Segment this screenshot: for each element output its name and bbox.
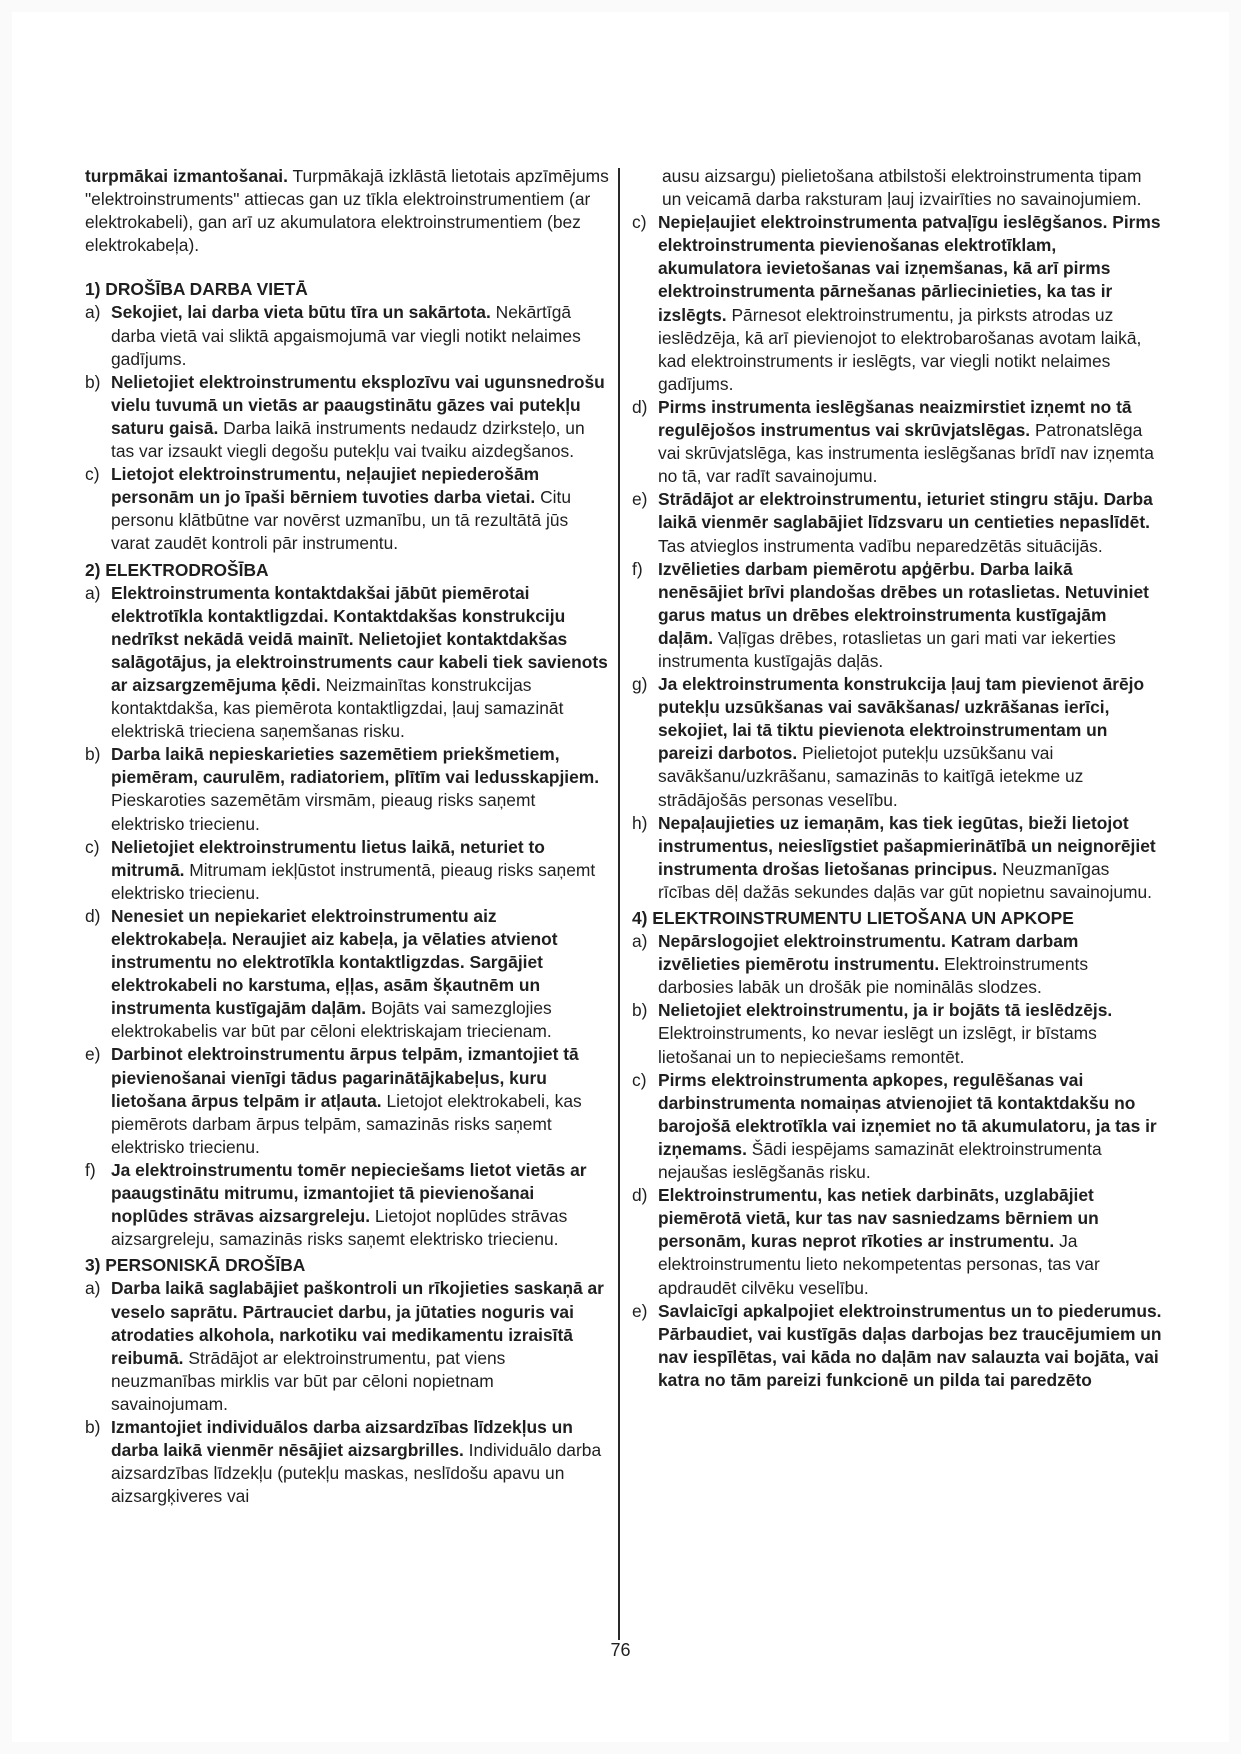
continuation-text: ausu aizsargu) pielietošana atbilstoši elektroinstrumenta tipam un veicamā darba raksturam ļauj izvairīties no savainojumiem. [662,166,1142,210]
intro-text: Turpmākajā izklāstā lietotais apzīmējums "elektroinstruments" attiecas gan uz tīkla elektroinstrumentiem (ar elektrokabeli), gan arī uz akumulatora elektroinstrumentiem (bez elektrokabeļa). [85,166,609,256]
list-item [85,371,610,463]
item-bold: Lietojot elektroinstrumentu, neļaujiet nepiederošām personām un jo īpaši bērniem tuvoties darba vietai. [111,464,540,508]
list-item [85,905,610,1044]
item-bold: Nelietojiet elektroinstrumentu eksplozīvu vai ugunsnedrošu vielu tuvumā un vietās ar paaugstinātu gāzes vai putekļu saturu gaisā. [111,371,605,438]
item-text: Elektroinstruments darbosies labāk un drošāk pie nominālās slodzes. [658,954,1089,998]
item-text: Pieskaroties sazemētām virsmām, pieaug risks saņemt elektrisko triecienu. [111,790,536,834]
item-label: a) [85,582,101,603]
item-bold: Nepieļaujiet elektroinstrumenta patvaļīgu ieslēgšanos. Pirms elektroinstrumenta pievienošanas elektrotīklam, akumulatora ievietošanas vai izņemšanas, kā arī pirms elektroinstrumenta pārnešanas pārliecinieties, ka tas ir izslēgts. [658,212,1161,325]
item-label: b) [85,744,101,765]
list-item [632,396,1162,488]
item-bold: Ja elektroinstrumenta konstrukcija ļauj tam pievienot ārējo putekļu uzsūkšanas vai savākšanas/ uzkrāšanas ierīci, sekojiet, lai tā tiktu pievienota elektroinstrumentam un pareizi darbotos. [658,674,1145,764]
item-bold: Nepaļaujieties uz iemaņām, kas tiek iegūtas, bieži lietojot instrumentus, neieslīgstiet pašapmierinātībā un neignorējiet instrumenta drošas lietošanas principus. [658,812,1156,879]
list-item [85,1043,610,1158]
item-label: a) [85,1278,101,1299]
right-column [632,165,1162,1392]
item-bold: Ja elektroinstrumentu tomēr nepieciešams lietot vietās ar paaugstinātu mitrumu, izmantojiet tā pievienošanai noplūdes strāvas aizsargreleju. [111,1159,587,1227]
item-bold: Elektroinstrumentu, kas netiek darbināts, uzglabājiet piemērotā vietā, kur tas nav sasniedzams bērniem un personām, kuras neprot rīkoties ar instrumentu. [658,1185,1099,1252]
list-item [85,743,610,835]
item-label: b) [85,371,101,392]
item-bold: Pirms elektroinstrumenta apkopes, regulēšanas vai darbinstrumenta nomaiņas atvienojiet tā kontaktdakšu no barojošā elektrotīkla vai izņemiet no tā akumulatoru, ja tas ir izņemams. [658,1069,1157,1159]
item-bold: Izvēlieties darbam piemērotu apģērbu. Darba laikā nenēsājiet brīvi plandošas drēbes un rotaslietas. Netuviniet garus matus un drēbes elektroinstrumenta kustīgajām daļām. [658,558,1149,648]
item-bold: Elektroinstrumenta kontaktdakšai jābūt piemērotai elektrotīkla kontaktligzdai. Kontaktdakšas konstrukciju nedrīkst nekādā veidā mainīt. Nelietojiet kontaktdakšas salāgotājus, ja elektroinstruments caur kabeli tiek savienots ar aizsargzemējuma ķēdi. [111,582,608,695]
list-item [632,211,1162,396]
item-label: a) [85,302,101,323]
list-item [632,558,1162,673]
item-label: c) [632,212,647,233]
item-label: c) [85,836,100,857]
item-label: e) [632,1300,648,1321]
section-heading: 2) ELEKTRODROŠĪBA [85,559,269,580]
item-label: c) [632,1069,647,1090]
item-bold: Sekojiet, lai darba vieta būtu tīra un sakārtota. [111,302,491,323]
section-heading: 4) ELEKTROINSTRUMENTU LIETOŠANA UN APKOPE [632,908,1074,928]
item-bold: Izmantojiet individuālos darba aizsardzības līdzekļus un darba laikā vienmēr nēsājiet aizsargbrilles. [111,1416,573,1461]
section-3 [85,1254,610,1508]
intro-bold: turpmākai izmantošanai. [85,166,288,186]
list-item [85,1416,610,1508]
item-text: Nekārtīgā darba vietā vai sliktā apgaismojumā var viegli notikt nelaimes gadījums. [111,302,581,369]
section-2 [85,559,610,1252]
item-label: b) [85,1416,101,1437]
item-text: Lietojot elektrokabeli, kas piemērots darbam ārpus telpām, samazinās risks saņemt elektrisko triecienu. [111,1090,582,1157]
item-label: e) [632,489,648,510]
list-item [632,1069,1162,1184]
item-bold: Nelietojiet elektroinstrumentu lietus laikā, neturiet to mitrumā. [111,836,545,880]
item-label: b) [632,1000,648,1021]
item-bold: Pirms instrumenta ieslēgšanas neaizmirstiet izņemt no tā regulējošos instrumentus vai skrūvjatslēgas. [658,396,1132,441]
item-bold: Nelietojiet elektroinstrumentu, ja ir bojāts tā ieslēdzējs. [658,1000,1113,1021]
item-text: Darba laikā instruments nedaudz dzirksteļo, un tas var izsaukt viegli degošu putekļu vai tvaiku aizdegšanos. [111,417,585,462]
item-text: Pārnesot elektroinstrumentu, ja pirksts atrodas uz ieslēdzēja, kā arī pievienojot to elektrobarošanas avotam laikā, kad elektroinstruments ir ieslēgts, var viegli notikt nelaimes gadījums. [658,304,1142,394]
list-item [85,582,610,744]
item-text: Mitrumam iekļūstot instrumentā, pieaug risks saņemt elektrisko triecienu. [111,859,596,903]
item-text: Individuālo darba aizsardzības līdzekļu (putekļu maskas, neslīdošu apavu un aizsargķiveres vai [111,1440,602,1507]
item-label: h) [632,812,648,833]
item-bold: Darba laikā saglabājiet paškontroli un rīkojieties saskaņā ar veselo saprātu. Pārtrauciet darbu, ja jūtaties noguris vai atrodaties alkohola, narkotiku vai medikamentu izraisītā reibumā. [111,1278,604,1368]
item-bold: Nenesiet un nepiekariet elektroinstrumentu aiz elektrokabeļa. Neraujiet aiz kabeļa, ja vēlaties atvienot instrumentu no elektrotīkla kontaktligzdas. Sargājiet elektrokabeli no karstuma, eļļas, asām šķautnēm un instrumenta kustīgajām daļām. [111,905,558,1019]
list-item [85,301,610,370]
item-label: a) [632,931,648,952]
column-divider [618,168,620,1640]
section-heading: 1) DROŠĪBA DARBA VIETĀ [85,279,308,300]
item-label: g) [632,674,648,695]
item-text: Lietojot noplūdes strāvas aizsargreleju, samazinās risks saņemt elektrisko triecienu. [111,1206,568,1250]
list-item [85,463,610,555]
item-bold: Savlaicīgi apkalpojiet elektroinstrumentus un to piederumus. Pārbaudiet, vai kustīgās daļas darbojas bez traucējumiem un nav iespīlētas, vai kāda no daļām nav salauzta vai bojāta, vai katra no tām pareizi funkcionē un pilda tai paredzēto [658,1300,1162,1390]
item-text: Vaļīgas drēbes, rotaslietas un gari mati var iekerties instrumenta kustīgajās daļās. [658,627,1116,671]
list-item [85,1277,610,1416]
item-bold: Strādājot ar elektroinstrumentu, ieturiet stingru stāju. Darba laikā vienmēr saglabājiet līdzsvaru un centieties nepaslīdēt. [658,489,1153,533]
item-label: f) [632,558,643,579]
item-label: f) [85,1159,96,1180]
list-item [85,836,610,905]
item-text: Bojāts vai samezglojies elektrokabelis var būt par cēloni elektriskajam triecienam. [111,998,552,1042]
item-label: d) [632,1185,648,1206]
page-number: 76 [610,1640,631,1660]
item-text: Citu personu klātbūtne var novērst uzmanību, un tā rezultātā jūs varat zaudēt kontroli pār instrumentu. [111,487,572,554]
item-text: Strādājot ar elektroinstrumentu, pat viens neuzmanības mirklis var būt par cēloni nopietnam savainojumam. [111,1347,506,1414]
item-text: Šādi iespējams samazināt elektroinstrumenta nejaušas ieslēgšanās risku. [658,1138,1102,1183]
item-bold: Darbinot elektroinstrumentu ārpus telpām, izmantojiet tā pievienošanai vienīgi tādus pagarinātājkabeļus, kuru lietošana ārpus telpām ir atļauta. [111,1044,579,1111]
list-item [632,488,1162,557]
item-bold: Darba laikā nepieskarieties sazemētiem priekšmetiem, piemēram, caurulēm, radiatoriem, plītīm vai ledusskapjiem. [111,744,600,788]
list-item [632,812,1162,904]
left-column [85,165,610,1508]
list-item [632,1300,1162,1392]
item-text: Pielietojot putekļu uzsūkšanu vai savākšanu/uzkrāšanu, samazinās to kaitīgā ietekme uz strādājošās personas veselību. [658,743,1084,810]
item-text: Neizmainītas konstrukcijas kontaktdakša, kas piemērota kontaktligzdai, ļauj samazināt elektriskā trieciena saņemšanas risku. [111,674,564,742]
item-text: Ja elektroinstrumentu lieto nekompetentas personas, tas var apdraudēt cilvēku veselību. [658,1231,1100,1298]
item-label: e) [85,1044,101,1065]
section-heading: 3) PERSONISKĀ DROŠĪBA [85,1255,306,1276]
list-item [85,1159,610,1251]
item-text: Patronatslēga vai skrūvjatslēga, kas instrumenta ieslēgšanas brīdī nav izņemta no tā, var radīt savainojumu. [658,420,1154,487]
list-item [632,930,1162,999]
list-item [632,673,1162,812]
list-item [632,1184,1162,1299]
intro-paragraph [85,165,610,257]
item-text: Tas atvieglos instrumenta vadību neparedzētās situācijās. [658,535,1103,556]
item-label: c) [85,464,100,485]
item-label: d) [85,905,101,926]
item-bold: Nepārslogojiet elektroinstrumentu. Katram darbam izvēlieties piemērotu instrumentu. [658,931,1079,975]
item-label: d) [632,396,648,417]
list-item [632,999,1162,1068]
section-1 [85,278,610,555]
item-text: Neuzmanīgas rīcības dēļ dažās sekundes daļās var gūt nopietnu savainojumu. [658,858,1153,902]
item-text: Elektroinstruments, ko nevar ieslēgt un izslēgt, ir bīstams lietošanai un to nepieciešams remontēt. [658,1023,1097,1067]
